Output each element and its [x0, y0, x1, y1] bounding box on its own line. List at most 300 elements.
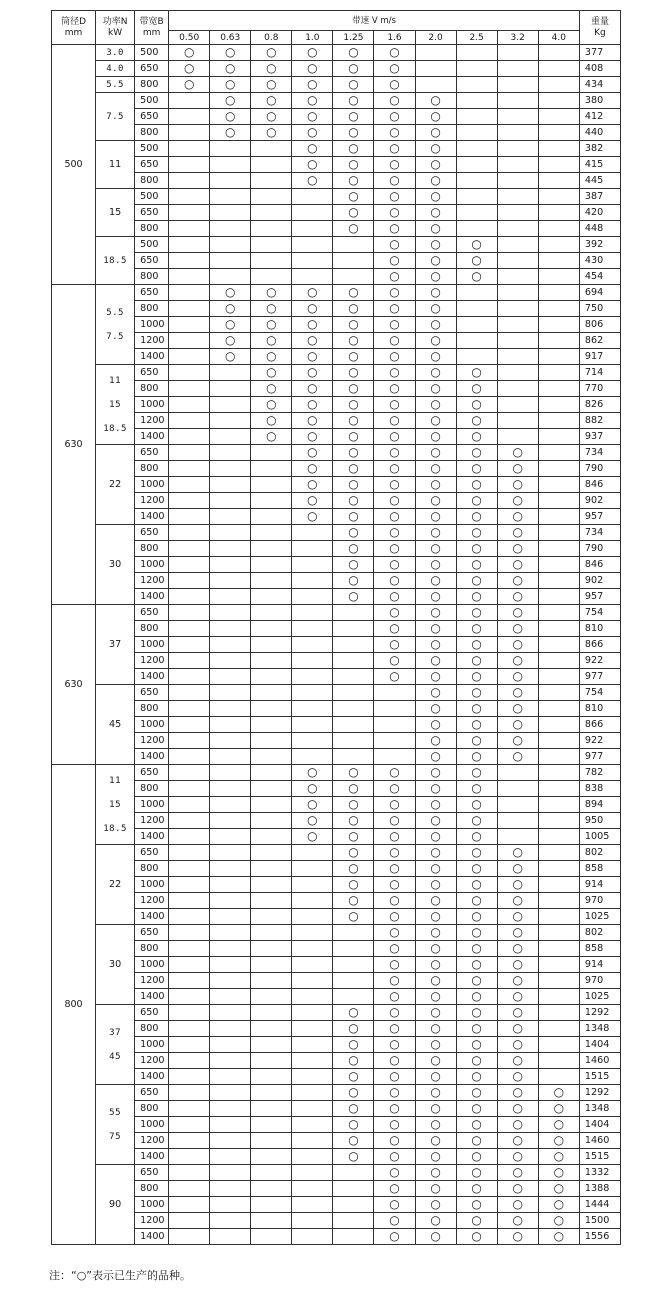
produced-mark-cell: ○	[374, 621, 415, 637]
speed-cell	[169, 1053, 210, 1069]
speed-cell	[497, 301, 538, 317]
produced-mark-cell: ○	[210, 317, 251, 333]
speed-cell	[456, 61, 497, 77]
table-row	[52, 621, 621, 637]
produced-mark-cell: ○	[456, 653, 497, 669]
speed-cell	[251, 1197, 292, 1213]
produced-mark-cell: ○	[292, 157, 333, 173]
speed-cell	[538, 1005, 579, 1021]
weight-cell: 810	[579, 701, 620, 717]
produced-mark-cell: ○	[456, 1229, 497, 1245]
produced-mark-cell: ○	[456, 397, 497, 413]
speed-cell	[292, 925, 333, 941]
speed-cell	[538, 749, 579, 765]
produced-mark-cell: ○	[333, 61, 374, 77]
weight-cell: 420	[579, 205, 620, 221]
speed-cell	[538, 301, 579, 317]
speed-cell	[538, 1037, 579, 1053]
belt-width-cell: 500	[135, 45, 169, 61]
produced-mark-cell: ○	[374, 925, 415, 941]
produced-mark-cell: ○	[415, 269, 456, 285]
produced-mark-cell: ○	[333, 493, 374, 509]
produced-mark-cell: ○	[374, 253, 415, 269]
produced-mark-cell: ○	[456, 1149, 497, 1165]
speed-cell	[456, 125, 497, 141]
speed-cell	[292, 733, 333, 749]
belt-width-cell: 650	[135, 285, 169, 301]
weight-cell: 1025	[579, 989, 620, 1005]
speed-cell	[251, 509, 292, 525]
speed-cell	[210, 1133, 251, 1149]
produced-mark-cell: ○	[456, 1053, 497, 1069]
power-cell: 4.0	[96, 61, 135, 77]
produced-mark-cell: ○	[374, 957, 415, 973]
produced-mark-cell: ○	[251, 381, 292, 397]
produced-mark-cell: ○	[374, 861, 415, 877]
speed-cell	[497, 381, 538, 397]
produced-mark-cell: ○	[333, 461, 374, 477]
speed-cell	[251, 461, 292, 477]
table-row	[52, 221, 621, 237]
power-group-cell	[96, 141, 135, 189]
belt-width-cell: 1400	[135, 429, 169, 445]
produced-mark-cell: ○	[415, 397, 456, 413]
produced-mark-cell: ○	[374, 845, 415, 861]
produced-mark-cell: ○	[292, 365, 333, 381]
produced-mark-cell: ○	[415, 285, 456, 301]
produced-mark-cell: ○	[251, 333, 292, 349]
weight-cell: 862	[579, 333, 620, 349]
speed-cell	[538, 813, 579, 829]
speed-cell	[538, 45, 579, 61]
produced-mark-cell: ○	[292, 781, 333, 797]
produced-mark-cell: ○	[333, 45, 374, 61]
produced-mark-cell: ○	[415, 1149, 456, 1165]
speed-cell	[169, 509, 210, 525]
produced-mark-cell: ○	[415, 829, 456, 845]
produced-mark-cell: ○	[333, 381, 374, 397]
produced-mark-cell: ○	[497, 557, 538, 573]
produced-mark-cell: ○	[210, 109, 251, 125]
table-row	[52, 381, 621, 397]
produced-mark-cell: ○	[374, 781, 415, 797]
speed-cell	[169, 589, 210, 605]
header-weight: 重量 Kg	[579, 11, 620, 45]
power-group-cell	[96, 1085, 135, 1165]
speed-cell	[292, 605, 333, 621]
produced-mark-cell: ○	[497, 509, 538, 525]
produced-mark-cell: ○	[497, 909, 538, 925]
produced-mark-cell: ○	[456, 541, 497, 557]
produced-mark-cell: ○	[374, 541, 415, 557]
produced-mark-cell: ○	[415, 1037, 456, 1053]
table-row	[52, 269, 621, 285]
speed-cell	[292, 237, 333, 253]
speed-cell	[538, 1053, 579, 1069]
speed-cell	[169, 1117, 210, 1133]
produced-mark-cell: ○	[415, 493, 456, 509]
table-row	[52, 253, 621, 269]
speed-cell	[210, 685, 251, 701]
produced-mark-cell: ○	[333, 813, 374, 829]
speed-cell	[333, 653, 374, 669]
produced-mark-cell: ○	[415, 333, 456, 349]
speed-cell	[210, 941, 251, 957]
speed-cell	[169, 829, 210, 845]
produced-mark-cell: ○	[292, 429, 333, 445]
weight-cell: 408	[579, 61, 620, 77]
power-value: 5.5	[106, 307, 124, 318]
speed-cell	[210, 253, 251, 269]
produced-mark-cell: ○	[415, 109, 456, 125]
speed-cell	[251, 861, 292, 877]
produced-mark-cell: ○	[374, 813, 415, 829]
produced-mark-cell: ○	[415, 637, 456, 653]
produced-mark-cell: ○	[415, 301, 456, 317]
speed-cell	[169, 765, 210, 781]
belt-width-cell: 800	[135, 221, 169, 237]
speed-cell	[538, 317, 579, 333]
speed-cell	[456, 317, 497, 333]
speed-cell	[292, 669, 333, 685]
produced-mark-cell: ○	[292, 829, 333, 845]
speed-cell	[251, 573, 292, 589]
speed-cell	[169, 461, 210, 477]
table-row	[52, 317, 621, 333]
produced-mark-cell: ○	[292, 125, 333, 141]
weight-cell: 894	[579, 797, 620, 813]
produced-mark-cell: ○	[251, 61, 292, 77]
speed-cell	[210, 1229, 251, 1245]
produced-mark-cell: ○	[415, 749, 456, 765]
speed-cell	[169, 541, 210, 557]
drum-spec-table	[51, 10, 621, 1245]
produced-mark-cell: ○	[333, 397, 374, 413]
table-row	[52, 1165, 621, 1181]
header-speed: 带速 V m/s	[169, 11, 580, 31]
produced-mark-cell: ○	[374, 1197, 415, 1213]
produced-mark-cell: ○	[497, 653, 538, 669]
speed-cell	[538, 925, 579, 941]
weight-cell: 838	[579, 781, 620, 797]
speed-cell	[456, 109, 497, 125]
produced-mark-cell: ○	[374, 525, 415, 541]
belt-width-cell: 1200	[135, 813, 169, 829]
produced-mark-cell: ○	[374, 381, 415, 397]
table-row	[52, 1053, 621, 1069]
drum-diameter-cell: 500	[52, 45, 96, 285]
produced-mark-cell: ○	[333, 797, 374, 813]
weight-cell: 754	[579, 605, 620, 621]
produced-mark-cell: ○	[415, 1069, 456, 1085]
speed-cell	[497, 365, 538, 381]
produced-mark-cell: ○	[292, 413, 333, 429]
speed-cell	[169, 1005, 210, 1021]
speed-cell	[292, 989, 333, 1005]
speed-cell	[251, 1021, 292, 1037]
speed-cell	[169, 653, 210, 669]
speed-cell	[210, 1101, 251, 1117]
produced-mark-cell: ○	[456, 797, 497, 813]
produced-mark-cell: ○	[415, 349, 456, 365]
speed-cell	[538, 461, 579, 477]
produced-mark-cell: ○	[374, 365, 415, 381]
speed-cell	[538, 125, 579, 141]
speed-cell	[251, 813, 292, 829]
speed-cell	[169, 813, 210, 829]
speed-cell	[210, 573, 251, 589]
speed-cell	[210, 1181, 251, 1197]
produced-mark-cell: ○	[497, 893, 538, 909]
produced-mark-cell: ○	[497, 941, 538, 957]
belt-width-cell: 1200	[135, 1133, 169, 1149]
table-row	[52, 845, 621, 861]
speed-cell	[210, 1053, 251, 1069]
weight-cell: 1460	[579, 1133, 620, 1149]
belt-width-cell: 1200	[135, 413, 169, 429]
produced-mark-cell: ○	[333, 909, 374, 925]
belt-width-cell: 1400	[135, 989, 169, 1005]
produced-mark-cell: ○	[538, 1213, 579, 1229]
produced-mark-cell: ○	[251, 45, 292, 61]
belt-width-cell: 1000	[135, 637, 169, 653]
speed-cell	[169, 941, 210, 957]
speed-cell	[538, 509, 579, 525]
speed-cell	[169, 637, 210, 653]
produced-mark-cell: ○	[415, 765, 456, 781]
speed-cell	[333, 973, 374, 989]
produced-mark-cell: ○	[333, 1021, 374, 1037]
table-row	[52, 301, 621, 317]
speed-cell	[210, 221, 251, 237]
produced-mark-cell: ○	[456, 253, 497, 269]
power-value: 22	[108, 878, 122, 890]
weight-cell: 1444	[579, 1197, 620, 1213]
produced-mark-cell: ○	[333, 349, 374, 365]
header-speed-value: 3.2	[497, 31, 538, 45]
table-row	[52, 669, 621, 685]
speed-cell	[333, 269, 374, 285]
speed-cell	[251, 749, 292, 765]
table-row	[52, 365, 621, 381]
speed-cell	[210, 413, 251, 429]
produced-mark-cell: ○	[374, 237, 415, 253]
speed-cell	[251, 685, 292, 701]
speed-cell	[169, 909, 210, 925]
speed-cell	[497, 413, 538, 429]
speed-cell	[538, 493, 579, 509]
speed-cell	[169, 893, 210, 909]
speed-cell	[210, 589, 251, 605]
power-value: 15	[109, 399, 121, 410]
speed-cell	[251, 1165, 292, 1181]
produced-mark-cell: ○	[333, 589, 374, 605]
power-cell: 5.5	[96, 77, 135, 93]
produced-mark-cell: ○	[333, 1101, 374, 1117]
produced-mark-cell: ○	[456, 701, 497, 717]
produced-mark-cell: ○	[292, 765, 333, 781]
speed-cell	[497, 45, 538, 61]
table-row	[52, 93, 621, 109]
table-row	[52, 1101, 621, 1117]
weight-cell: 1292	[579, 1085, 620, 1101]
belt-width-cell: 800	[135, 381, 169, 397]
produced-mark-cell: ○	[415, 1133, 456, 1149]
speed-cell	[210, 733, 251, 749]
power-group-cell	[96, 925, 135, 1005]
speed-cell	[169, 717, 210, 733]
table-row	[52, 509, 621, 525]
speed-cell	[251, 189, 292, 205]
speed-cell	[538, 333, 579, 349]
speed-cell	[497, 109, 538, 125]
produced-mark-cell: ○	[456, 781, 497, 797]
produced-mark-cell: ○	[538, 1229, 579, 1245]
table-row	[52, 141, 621, 157]
speed-cell	[538, 685, 579, 701]
produced-mark-cell: ○	[415, 525, 456, 541]
speed-cell	[169, 557, 210, 573]
speed-cell	[456, 77, 497, 93]
belt-width-cell: 1000	[135, 957, 169, 973]
produced-mark-cell: ○	[292, 109, 333, 125]
produced-mark-cell: ○	[456, 813, 497, 829]
produced-mark-cell: ○	[251, 125, 292, 141]
speed-cell	[210, 509, 251, 525]
speed-cell	[169, 749, 210, 765]
weight-cell: 1025	[579, 909, 620, 925]
speed-cell	[251, 765, 292, 781]
speed-cell	[210, 429, 251, 445]
table-row	[52, 1117, 621, 1133]
speed-cell	[538, 765, 579, 781]
weight-cell: 858	[579, 941, 620, 957]
produced-mark-cell: ○	[497, 701, 538, 717]
produced-mark-cell: ○	[333, 1005, 374, 1021]
power-value: 7.5	[106, 331, 124, 342]
speed-cell	[169, 1229, 210, 1245]
produced-mark-cell: ○	[497, 1101, 538, 1117]
table-row	[52, 285, 621, 301]
produced-mark-cell: ○	[415, 573, 456, 589]
speed-cell	[210, 877, 251, 893]
produced-mark-cell: ○	[210, 349, 251, 365]
produced-mark-cell: ○	[292, 141, 333, 157]
speed-cell	[374, 733, 415, 749]
produced-mark-cell: ○	[333, 1149, 374, 1165]
produced-mark-cell: ○	[497, 589, 538, 605]
produced-mark-cell: ○	[456, 765, 497, 781]
produced-mark-cell: ○	[456, 957, 497, 973]
speed-cell	[292, 653, 333, 669]
weight-cell: 734	[579, 525, 620, 541]
table-row	[52, 733, 621, 749]
weight-cell: 1404	[579, 1117, 620, 1133]
speed-cell	[210, 1005, 251, 1021]
belt-width-cell: 800	[135, 269, 169, 285]
produced-mark-cell: ○	[497, 445, 538, 461]
belt-width-cell: 1200	[135, 973, 169, 989]
power-group-cell	[96, 189, 135, 237]
speed-cell	[538, 445, 579, 461]
speed-cell	[169, 477, 210, 493]
speed-cell	[251, 525, 292, 541]
produced-mark-cell: ○	[333, 429, 374, 445]
produced-mark-cell: ○	[456, 429, 497, 445]
speed-cell	[538, 637, 579, 653]
weight-cell: 1348	[579, 1101, 620, 1117]
belt-width-cell: 1000	[135, 1037, 169, 1053]
table-row	[52, 1149, 621, 1165]
produced-mark-cell: ○	[497, 989, 538, 1005]
produced-mark-cell: ○	[456, 989, 497, 1005]
produced-mark-cell: ○	[292, 333, 333, 349]
speed-cell	[169, 93, 210, 109]
produced-mark-cell: ○	[456, 1037, 497, 1053]
power-value: 11	[109, 375, 121, 386]
speed-cell	[292, 573, 333, 589]
produced-mark-cell: ○	[497, 1069, 538, 1085]
produced-mark-cell: ○	[497, 1197, 538, 1213]
produced-mark-cell: ○	[210, 333, 251, 349]
table-row	[52, 653, 621, 669]
belt-width-cell: 650	[135, 525, 169, 541]
belt-width-cell: 1200	[135, 493, 169, 509]
speed-cell	[169, 957, 210, 973]
table-row	[52, 909, 621, 925]
produced-mark-cell: ○	[497, 1005, 538, 1021]
weight-cell: 914	[579, 957, 620, 973]
belt-width-cell: 1400	[135, 589, 169, 605]
speed-cell	[456, 349, 497, 365]
table-row	[52, 109, 621, 125]
speed-cell	[169, 925, 210, 941]
belt-width-cell: 1400	[135, 1149, 169, 1165]
belt-width-cell: 500	[135, 189, 169, 205]
speed-cell	[251, 253, 292, 269]
produced-mark-cell: ○	[333, 525, 374, 541]
speed-cell	[210, 637, 251, 653]
produced-mark-cell: ○	[333, 189, 374, 205]
produced-mark-cell: ○	[292, 61, 333, 77]
speed-cell	[251, 733, 292, 749]
produced-mark-cell: ○	[374, 1053, 415, 1069]
belt-width-cell: 1400	[135, 669, 169, 685]
table-row	[52, 477, 621, 493]
speed-cell	[538, 221, 579, 237]
speed-cell	[169, 685, 210, 701]
produced-mark-cell: ○	[497, 1037, 538, 1053]
produced-mark-cell: ○	[497, 749, 538, 765]
speed-cell	[169, 301, 210, 317]
speed-cell	[333, 1197, 374, 1213]
produced-mark-cell: ○	[333, 1069, 374, 1085]
produced-mark-cell: ○	[374, 349, 415, 365]
produced-mark-cell: ○	[456, 1021, 497, 1037]
produced-mark-cell: ○	[374, 797, 415, 813]
weight-cell: 1348	[579, 1021, 620, 1037]
produced-mark-cell: ○	[415, 413, 456, 429]
weight-cell: 1332	[579, 1165, 620, 1181]
produced-mark-cell: ○	[497, 973, 538, 989]
speed-cell	[169, 573, 210, 589]
belt-width-cell: 650	[135, 157, 169, 173]
produced-mark-cell: ○	[456, 621, 497, 637]
speed-cell	[538, 653, 579, 669]
speed-cell	[333, 733, 374, 749]
table-row	[52, 173, 621, 189]
speed-cell	[210, 381, 251, 397]
